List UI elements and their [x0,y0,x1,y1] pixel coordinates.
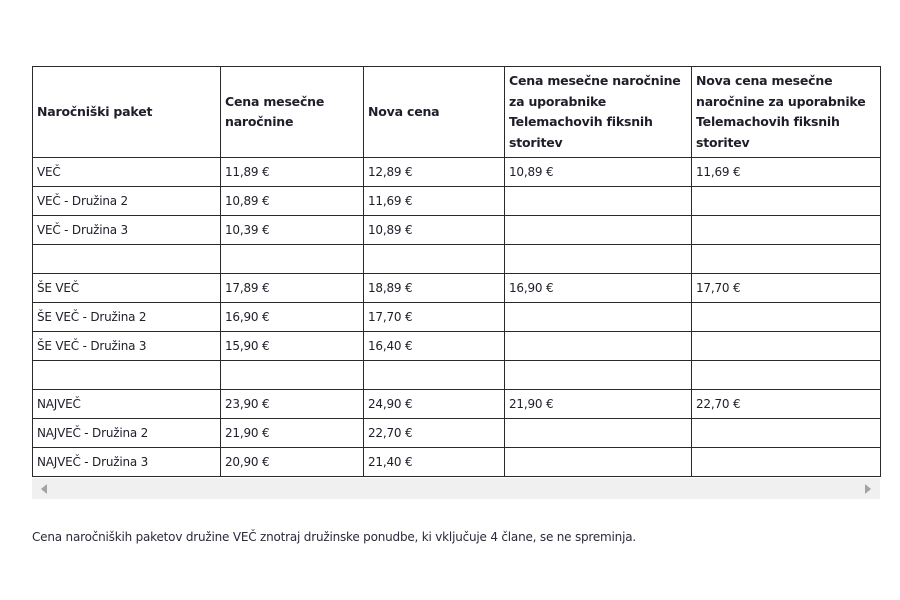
table-cell: VEČ - Družina 2 [33,187,221,216]
header-new-price: Nova cena [364,67,505,158]
table-cell: 23,90 € [221,390,364,419]
table-cell [692,245,881,274]
table-cell: 10,39 € [221,216,364,245]
table-cell [505,303,692,332]
header-fixed-user-new-price: Nova cena mesečne naročnine za uporabnike Telemachovih fiksnih storitev [692,67,881,158]
table-cell: ŠE VEČ - Družina 3 [33,332,221,361]
footnote-text: Cena naročniških paketov družine VEČ znotraj družinske ponudbe, ki vključuje 4 člane, se ne spreminja. [32,530,636,544]
table-cell [221,245,364,274]
table-cell [692,216,881,245]
table-row [33,274,881,303]
table-cell [505,245,692,274]
table-cell: 22,70 € [692,390,881,419]
table-cell [692,303,881,332]
table-cell: 11,69 € [692,158,881,187]
table-cell: 17,70 € [692,274,881,303]
table-cell [505,187,692,216]
table-cell: 10,89 € [364,216,505,245]
table-cell [505,216,692,245]
table-row [33,419,881,448]
table-cell: 21,90 € [221,419,364,448]
table-row-empty [33,361,881,390]
table-row-empty [33,245,881,274]
table-cell: 22,70 € [364,419,505,448]
table-cell: 12,89 € [364,158,505,187]
table-cell [505,419,692,448]
table-cell: NAJVEČ - Družina 2 [33,419,221,448]
horizontal-scrollbar[interactable] [32,478,880,499]
table-cell [692,332,881,361]
table-cell: 24,90 € [364,390,505,419]
table-cell [221,361,364,390]
table-row [33,448,881,477]
table-cell: 17,89 € [221,274,364,303]
table-cell: NAJVEČ [33,390,221,419]
table-cell [692,419,881,448]
table-cell: 21,90 € [505,390,692,419]
table-row [33,158,881,187]
table-row [33,390,881,419]
table-row [33,187,881,216]
table-cell: 20,90 € [221,448,364,477]
table-cell [364,361,505,390]
table-cell: 16,40 € [364,332,505,361]
header-monthly-price: Cena mesečne naročnine [221,67,364,158]
table-cell: 16,90 € [221,303,364,332]
scroll-left-arrow-icon[interactable] [41,484,47,494]
table-cell: NAJVEČ - Družina 3 [33,448,221,477]
table-cell: 15,90 € [221,332,364,361]
table-cell [692,361,881,390]
table-cell: 21,40 € [364,448,505,477]
table-cell [692,448,881,477]
table-cell [692,187,881,216]
table-header-row [33,67,881,158]
table-cell: 18,89 € [364,274,505,303]
table-cell: 11,89 € [221,158,364,187]
table-cell [364,245,505,274]
table-cell [33,361,221,390]
table-cell [505,332,692,361]
table-cell: 16,90 € [505,274,692,303]
scroll-right-arrow-icon[interactable] [865,484,871,494]
table-row [33,303,881,332]
table-cell: 17,70 € [364,303,505,332]
table-row [33,332,881,361]
pricing-table-container [32,66,880,477]
header-package: Naročniški paket [33,67,221,158]
table-cell [505,448,692,477]
table-cell: 10,89 € [221,187,364,216]
table-cell: ŠE VEČ [33,274,221,303]
table-cell [33,245,221,274]
table-cell: VEČ [33,158,221,187]
table-row [33,216,881,245]
table-cell: 10,89 € [505,158,692,187]
table-cell: VEČ - Družina 3 [33,216,221,245]
table-cell: 11,69 € [364,187,505,216]
pricing-table [32,66,881,477]
table-cell [505,361,692,390]
table-cell: ŠE VEČ - Družina 2 [33,303,221,332]
header-fixed-user-price: Cena mesečne naročnine za uporabnike Telemachovih fiksnih storitev [505,67,692,158]
